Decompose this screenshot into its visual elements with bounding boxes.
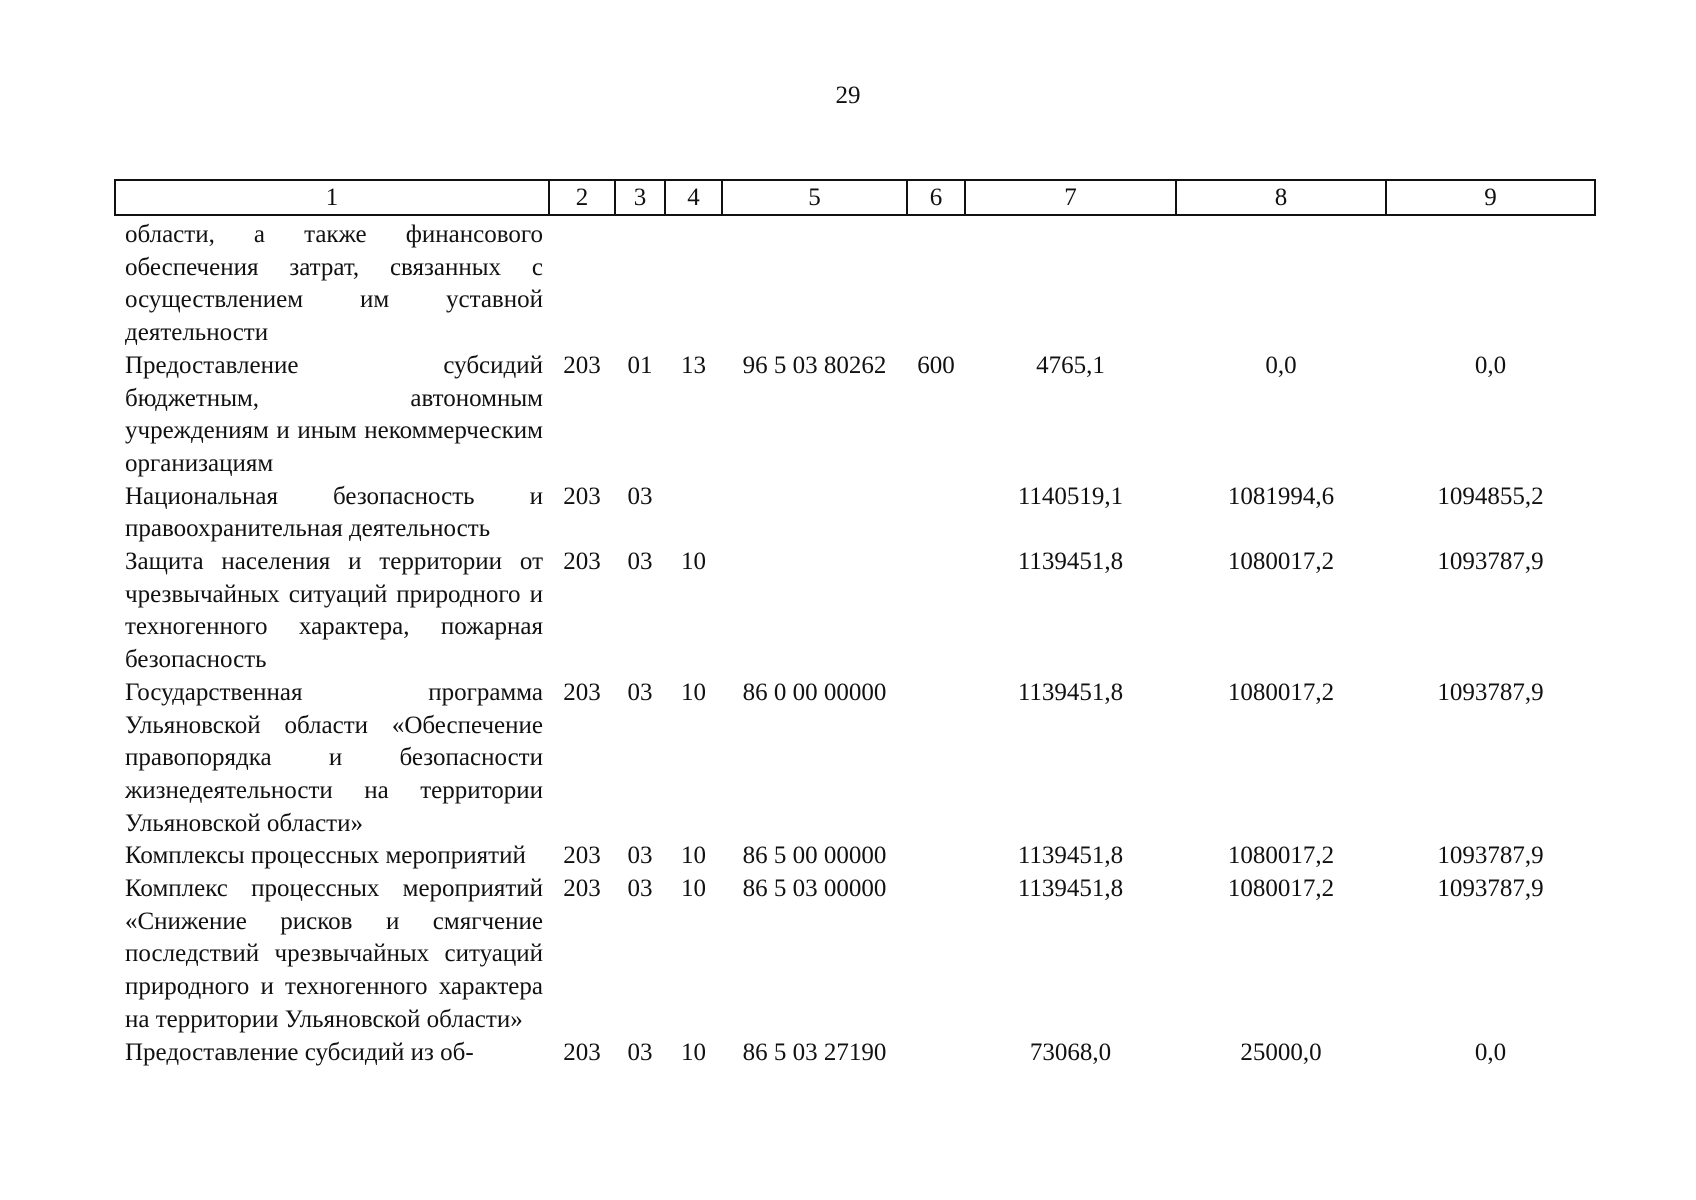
table-header xyxy=(115,180,1595,215)
cell-amount-col9 xyxy=(1386,215,1595,350)
row-name: Национальная безопасность и правоохранительная деятельность xyxy=(125,482,543,543)
table-row xyxy=(115,350,1595,481)
row-name: Предоставление субсидий бюджетным, автономным учреждениям и иным некоммерческим организациям xyxy=(125,351,543,477)
cell-target-item: 86 0 00 00000 xyxy=(742,678,887,706)
cell-amount-col9: 0,0 xyxy=(1474,351,1507,379)
cell-amount-col9: 1093787,9 xyxy=(1437,548,1544,576)
row-name: Комплекс процессных мероприятий «Снижение рисков и смягчение последствий чрезвычайных ситуаций природного и техногенного характера на территории Ульяновской области» xyxy=(125,875,543,1033)
cell-admin-code: 203 xyxy=(563,351,601,379)
cell-admin-code xyxy=(549,215,615,350)
cell-amount-col9: 1093787,9 xyxy=(1437,678,1544,706)
cell-amount-col8: 1080017,2 xyxy=(1227,842,1335,870)
cell-amount-col9: 0,0 xyxy=(1474,1038,1507,1066)
cell-amount-col8: 1080017,2 xyxy=(1227,548,1335,576)
cell-target-item: 96 5 03 80262 xyxy=(742,351,887,379)
cell-amount-col7 xyxy=(965,215,1176,350)
cell-target-item xyxy=(722,546,907,677)
cell-subsection: 10 xyxy=(681,842,706,870)
cell-amount-col9: 1093787,9 xyxy=(1437,875,1544,903)
cell-amount-col7: 1139451,8 xyxy=(1017,548,1124,576)
cell-amount-col8 xyxy=(1176,215,1386,350)
table-row xyxy=(115,546,1595,677)
cell-target-item xyxy=(722,215,907,350)
cell-subsection: 10 xyxy=(681,1038,706,1066)
cell-admin-code: 203 xyxy=(563,875,601,903)
header-row xyxy=(115,180,1595,215)
cell-amount-col8: 1081994,6 xyxy=(1227,482,1335,510)
cell-section: 03 xyxy=(627,875,653,903)
table-row xyxy=(115,840,1595,873)
column-header: 2 xyxy=(549,180,615,215)
cell-section: 03 xyxy=(627,842,653,870)
row-name: Предоставление субсидий из об- xyxy=(125,1038,474,1066)
cell-section: 03 xyxy=(627,548,653,576)
cell-amount-col8: 25000,0 xyxy=(1240,1038,1322,1066)
row-name: Защита населения и территории от чрезвычайных ситуаций природного и техногенного характера, пожарная безопасность xyxy=(125,548,543,674)
cell-subsection: 10 xyxy=(681,678,706,706)
cell-expense-type xyxy=(907,677,965,841)
column-header: 5 xyxy=(722,180,907,215)
cell-amount-col7: 1139451,8 xyxy=(1017,678,1124,706)
cell-target-item: 86 5 03 27190 xyxy=(742,1038,887,1066)
cell-admin-code: 203 xyxy=(563,678,601,706)
cell-expense-type xyxy=(907,1037,965,1070)
column-header: 7 xyxy=(965,180,1176,215)
row-name: области, а также финансового обеспечения затрат, связанных с осуществлением им уставной деятельности xyxy=(125,221,543,347)
cell-subsection: 10 xyxy=(681,548,706,576)
cell-amount-col7: 73068,0 xyxy=(1029,1038,1112,1066)
row-name: Комплексы процессных мероприятий xyxy=(125,842,526,870)
column-header: 6 xyxy=(907,180,965,215)
cell-expense-type xyxy=(907,215,965,350)
cell-section: 03 xyxy=(627,1038,653,1066)
column-header: 8 xyxy=(1176,180,1386,215)
cell-admin-code: 203 xyxy=(563,1038,601,1066)
table-row xyxy=(115,677,1595,841)
table-body xyxy=(115,215,1595,1069)
cell-amount-col8: 1080017,2 xyxy=(1227,875,1335,903)
cell-admin-code: 203 xyxy=(563,482,601,510)
cell-target-item: 86 5 00 00000 xyxy=(742,842,887,870)
page-number: 29 xyxy=(835,82,861,109)
column-header: 1 xyxy=(115,180,549,215)
cell-target-item xyxy=(722,481,907,546)
budget-table xyxy=(114,179,1596,1069)
cell-section: 01 xyxy=(627,351,653,379)
cell-amount-col8: 0,0 xyxy=(1265,351,1297,379)
table-row xyxy=(115,1037,1595,1070)
cell-expense-type xyxy=(907,481,965,546)
cell-expense-type xyxy=(907,546,965,677)
cell-amount-col7: 1139451,8 xyxy=(1017,875,1124,903)
cell-subsection: 10 xyxy=(681,875,706,903)
cell-amount-col9: 1093787,9 xyxy=(1437,842,1544,870)
cell-amount-col7: 1139451,8 xyxy=(1017,842,1124,870)
cell-subsection: 13 xyxy=(681,351,706,379)
cell-expense-type xyxy=(907,873,965,1037)
column-header: 9 xyxy=(1386,180,1595,215)
cell-amount-col7: 1140519,1 xyxy=(1017,482,1124,510)
row-name: Государственная программа Ульяновской области «Обеспечение правопорядка и безопасности жизнедеятельности на территории Ульяновской области» xyxy=(125,678,543,837)
cell-amount-col7: 4765,1 xyxy=(1036,351,1105,379)
table-row xyxy=(115,481,1595,546)
cell-admin-code: 203 xyxy=(563,842,601,870)
column-header: 4 xyxy=(665,180,722,215)
table-row xyxy=(115,215,1595,350)
cell-section: 03 xyxy=(627,678,653,706)
cell-amount-col8: 1080017,2 xyxy=(1227,678,1335,706)
cell-subsection xyxy=(665,215,722,350)
cell-subsection xyxy=(665,481,722,546)
cell-expense-type: 600 xyxy=(917,351,955,379)
cell-target-item: 86 5 03 00000 xyxy=(742,875,887,903)
cell-section xyxy=(615,215,665,350)
cell-amount-col9: 1094855,2 xyxy=(1437,482,1544,510)
cell-expense-type xyxy=(907,840,965,873)
table-row xyxy=(115,873,1595,1037)
cell-admin-code: 203 xyxy=(563,548,601,576)
cell-section: 03 xyxy=(627,482,653,510)
column-header: 3 xyxy=(615,180,665,215)
